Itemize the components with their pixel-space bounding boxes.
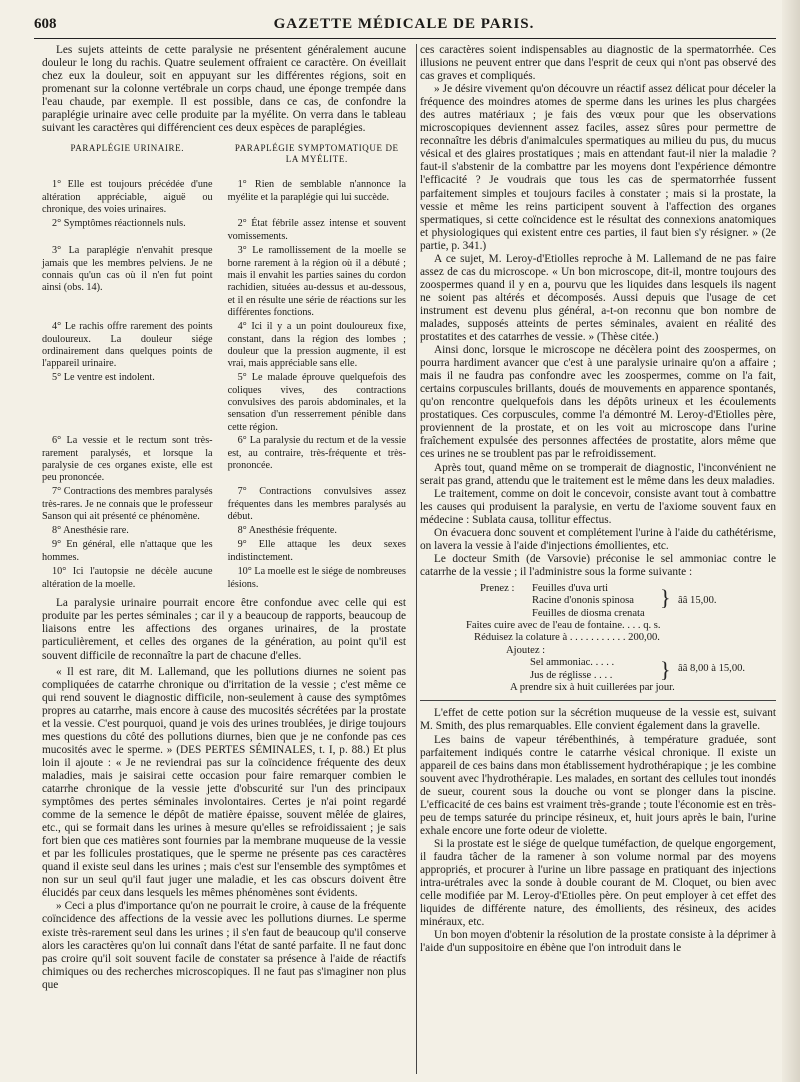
table-cell-urinary: 3° La paraplégie n'envahit presque jamais que les membres pelviens. Je ne connais qu'un cas où il n'en fut point ainsi (obs. 14). bbox=[42, 245, 213, 294]
table-cell-urinary: 4° Le rachis offre rarement des points douloureux. La douleur siége ordinairement dans quelques points de l'appareil urinaire. bbox=[42, 321, 213, 370]
myelitis-rows bbox=[228, 179, 406, 593]
table-cell-urinary: 7° Contractions des membres paralysés très-rares. Je ne connais que le professeur Sanson qui ait présenté ce phénomène. bbox=[42, 486, 213, 522]
table-header-urinary: PARAPLÉGIE URINAIRE. bbox=[70, 143, 185, 154]
table-cell-myelitis: 2° État fébrile assez intense et souvent vomissements. bbox=[227, 218, 406, 242]
table-cell-urinary: 5° Le ventre est indolent. bbox=[52, 372, 155, 384]
formula-line: A prendre six à huit cuillerées par jour. bbox=[510, 682, 675, 694]
paragraph: » Je désire vivement qu'on découvre un réactif assez délicat pour déceler la fréquence des moindres atomes de sperme dans les urines les plus chargées des autres matériaux ; je fais des vœux pour que les observations microscopiques deviennent assez faciles, assez sûres pour permettre de reconnaître les débris d'animalcules spermatiques au milieu du pus, du mucus vésical et des glaires prostatiques ; mais en attendant faut-il nier la maladie ? faut-il s'abstenir de la combattre par les moyens dont l'expérience démontre l'efficacité ? Je voudrais que tous les cas de spermatorrhée fussent parfaitement simples et toujours faciles à constater ; mais si la prostate, la vessie et même les reins participent souvent à l'affection des organes spermatiques, si cette coïncidence est le résultat des connexions anatomiques et physiologiques qui existent entre ces parties, il faut bien s'y résigner. » (2e partie, p. 341.) bbox=[420, 83, 776, 252]
formula-ingredient: Racine d'ononis spinosa bbox=[532, 595, 634, 607]
table-header-myelitis: PARAPLÉGIE SYMPTOMATIQUE DE LA MYÉLITE. bbox=[234, 143, 399, 165]
paragraph: Un bon moyen d'obtenir la résolution de la prostate consiste à la déprimer à l'aide d'un suppositoire en ébène que l'on introduit dans le bbox=[420, 929, 776, 955]
comparison-table bbox=[42, 143, 406, 593]
formula-line: Faites cuire avec de l'eau de fontaine. . . . q. s. bbox=[466, 620, 661, 632]
table-cell-myelitis: 8° Anesthésie fréquente. bbox=[237, 525, 337, 537]
table-cell-urinary: 2° Symptômes réactionnels nuls. bbox=[52, 218, 186, 230]
table-cell-urinary: 6° La vessie et le rectum sont très-rarement paralysés, et lorsque la paralysie de ces organes existe, elle est peu prononcée. bbox=[42, 435, 213, 484]
paragraph: » Ceci a plus d'importance qu'on ne pourrait le croire, à cause de la fréquente coïncidence des affections de la vessie avec les pollutions diurnes. Le sperme existe très-rarement seul dans les urines ; il s'en faut de beaucoup qu'il conserve alors les caractères qu'on lui connaît dans l'état de santé parfaite. Il ne faut donc pas croire qu'il soit souvent facile de constater sa présence à l'aide de réactifs chimiques ou des recherches microscopiques. Il ne faut pas s'imaginer non plus que bbox=[42, 900, 406, 991]
formula-quantity: ââ 8,00 à 15,00. bbox=[678, 663, 746, 675]
table-cell-myelitis: 6° La paralysie du rectum et de la vessie est, au contraire, très-fréquente et très-prononcée. bbox=[227, 435, 406, 471]
paragraph: La paralysie urinaire pourrait encore être confondue avec celle qui est produite par les pertes séminales ; car il y a beaucoup de rapports, beaucoup de liaisons entre les affections des organes urinaires, de la prostate particulièrement, et celles des organes de la génération, au point qu'il est souvent difficile de reconnaître la part de chacune d'elles. bbox=[42, 597, 406, 662]
page-gutter bbox=[782, 0, 800, 1082]
table-cell-myelitis: 1° Rien de semblable n'annonce la myélite et la paraplégie qui lui succède. bbox=[227, 179, 406, 203]
formula-ingredient: Jus de réglisse . . . . bbox=[530, 669, 613, 681]
table-cell-myelitis: 10° La moelle est le siége de nombreuses lésions. bbox=[227, 566, 406, 590]
formula-brace: } bbox=[660, 585, 671, 611]
paragraph: ces caractères soient indispensables au diagnostic de la spermatorrhée. Ces illusions ne peuvent entrer que dans l'esprit de ceux qui n'ont pas observé des cas graves et compliqués. bbox=[420, 44, 776, 83]
table-cell-myelitis: 5° Le malade éprouve quelquefois des coliques vives, des contractions convulsives des parois abdominales, et la sensation d'un resserrement pénible dans cette région. bbox=[227, 372, 406, 433]
paragraph: On évacuera donc souvent et complétement l'urine à l'aide du cathétérisme, on lavera la vessie à l'aide d'injections émollientes, etc. bbox=[420, 526, 776, 552]
left-column bbox=[42, 44, 406, 992]
table-cell-urinary: 1° Elle est toujours précédée d'une altération appréciable, aiguë ou chronique, des voies urinaires. bbox=[42, 179, 213, 215]
paragraph: L'effet de cette potion sur la sécrétion muqueuse de la vessie est, suivant M. Smith, des plus remarquables. Elle convient également dans la gravelle. bbox=[420, 707, 776, 733]
header-rule bbox=[34, 38, 776, 39]
page-number: 608 bbox=[34, 16, 57, 32]
paragraph: Après tout, quand même on se tromperait de diagnostic, l'inconvénient ne serait pas grand, attendu que le traitement est le même dans les deux maladies. bbox=[420, 461, 776, 487]
formula-prenez: Prenez : bbox=[480, 582, 515, 594]
right-column bbox=[420, 44, 776, 955]
paragraph: « Il est rare, dit M. Lallemand, que les pollutions diurnes ne soient pas compliquées de catarrhe chronique ou d'irritation de la vessie ; c'est même ce qui rend souvent le diagnostic difficile, non-seulement à cause des symptômes propres au catarrhe, mais encore à cause des mucosités sécrétées par la prostate et la vessie. C'est pourquoi, quand je vois des urines troublées, je dirige toujours mes questions du côté des pollutions diurnes, bien que je ne confonde pas ces mucosités avec le sperme. » (DES PERTES SÉMINALES, t. I, p. 88.) Et plus loin il ajoute : « Je ne reviendrai pas sur la coïncidence fréquente des deux maladies, mais je saisirai cette occasion pour faire remarquer combien le catarrhe chronique de la vessie jette d'obscurité sur l'un des principaux symptômes des pertes séminales involontaires. Certes je n'ai point regardé comme de la semence le dépôt de matière épaisse, souvent mêlée de glaires, etc., qui se formait dans les urines à mesure qu'elles se refroidissaient ; je sais fort bien que ces matières sont fournies par la membrane muqueuse de la vessie et par les follicules prostatiques, que le sperme ne présente pas ces caractères quand il existe seul dans les urines ; mais c'est sur l'ensemble des symptômes et non sur un seul qu'il faut juger une maladie, et les cas obscurs doivent être élucidés par ceux dans lesquels les mêmes phénomènes sont évidents. bbox=[42, 665, 406, 900]
formula-rule bbox=[420, 700, 776, 701]
paragraph: Les bains de vapeur térébenthinés, à température graduée, sont parfaitement indiqués contre le catarrhe vésical chronique. Il existe un appareil de ces bains dans mon établissement hydrothérapique ; je les combine souvent avec l'hydrothérapie. Les malades, en sortant des cellules tout inondés de sueur, courent sous la douche ou vont se plonger dans la piscine. L'efficacité de ces bains est vraiment très-grande ; toute l'économie est en très-peu de temps saturée du principe résineux, et, huit jours après le bain, l'urine exhale encore une forte odeur de violette. bbox=[420, 733, 776, 837]
table-cell-urinary: 8° Anesthésie rare. bbox=[52, 525, 129, 537]
formula-quantity: ââ 15,00. bbox=[678, 595, 717, 607]
paragraph: Ainsi donc, lorsque le microscope ne décèlera point des zoospermes, on pourra hardiment avancer que c'est à une paralysie urinaire qu'on a affaire ; mais il ne faudra pas confondre avec les zoospermes, comme on l'a fait, certains corpuscules brillants, doués de mouvements en apparence spontanés, qu'on rencontre quelquefois dans les dépôts urineux et les écoulements prostatiques. Ces corpuscules, comme l'a démontré M. Leroy-d'Etiolles père, proviennent de la prostate, et on les voit au microscope dans l'urine fraîchement expulsée des personnes affectées de prostatite, alors même que ces urines ne se troublent pas par le refroidissement. bbox=[420, 344, 776, 461]
table-cell-myelitis: 3° Le ramollissement de la moelle se borne rarement à la région où il a débuté ; mais il envahit les parties saines du cordon rachidien, situées au-dessus et au-dessous, et il en résulte une série de réactions sur les différentes fonctions. bbox=[227, 245, 406, 318]
paragraph: Le traitement, comme on doit le concevoir, consiste avant tout à combattre les causes qui produisent la paralysie, en vertu de l'axiome souvent faux en médecine : Sublata causa, tollitur effectus. bbox=[420, 487, 776, 526]
paragraph: A ce sujet, M. Leroy-d'Etiolles reproche à M. Lallemand de ne pas faire assez de cas du microscope. « Un bon microscope, dit-il, montre toujours des zoospermes quand il y en a, pourvu que les liquides dans lesquels ils nagent ne soient pas altérés et décomposés. Aussi depuis que l'usage de cet instrument est devenu plus général, a-t-on reconnu que bon nombre de malades, supposés atteints de pertes séminales, avaient en réalité des prostatites et des catarrhes de vessie. » (Thèse citée.) bbox=[420, 252, 776, 344]
myelitis-paraplegia-column bbox=[220, 143, 406, 593]
table-cell-urinary: 9° En général, elle n'attaque que les hommes. bbox=[42, 539, 213, 563]
page-header bbox=[26, 14, 782, 36]
formula-ingredient: Feuilles d'uva urti bbox=[532, 582, 609, 594]
paragraph: Si la prostate est le siége de quelque tuméfaction, de quelque engorgement, il faudra tâcher de la ramener à son volume normal par des moyens appropriés, et procurer à l'urine un libre passage en pratiquant des injections intra-urétrales avec la sonde à double courant de M. Cloquet, ou bien avec celle modifiée par M. Leroy-d'Etiolles père. On peut employer à cet effet des liquides de différente nature, des émollients, des résineux, des acides minéraux, etc. bbox=[420, 837, 776, 929]
column-divider bbox=[416, 44, 417, 1074]
prescription-formula bbox=[420, 583, 776, 695]
paragraph: Les sujets atteints de cette paralysie ne présentent généralement aucune douleur le long du rachis. Quatre seulement offraient ce caractère. On éveillait chez eux la douleur, soit en appuyant sur les différentes régions, soit en promenant sur la colonne vertébrale un corps chaud, une éponge trempée dans l'eau chaude, par exemple. Il est possible, dans ce cas, de confondre la paraplégie urinaire avec celle produite par la myélite. On verra dans le tableau suivant les caractères qui différencient ces deux espèces de paraplégies. bbox=[42, 44, 406, 135]
urinary-rows bbox=[42, 179, 213, 593]
formula-ingredient: Feuilles de diosma crenata bbox=[532, 607, 645, 619]
journal-title: GAZETTE MÉDICALE DE PARIS. bbox=[273, 16, 535, 32]
formula-line: Réduisez la colature à . . . . . . . . . . . 200,00. bbox=[474, 632, 660, 644]
table-cell-myelitis: 7° Contractions convulsives assez fréquentes dans les membres paralysés au début. bbox=[227, 486, 406, 522]
table-cell-myelitis: 9° Elle attaque les deux sexes indistinctement. bbox=[227, 539, 406, 563]
paragraph: Le docteur Smith (de Varsovie) préconise le sel ammoniac contre le catarrhe de la vessie ; il l'administre sous la forme suivante : bbox=[420, 552, 776, 578]
formula-ajoutez: Ajoutez : bbox=[506, 644, 546, 656]
table-cell-myelitis: 4° Ici il y a un point douloureux fixe, constant, dans la région des lombes ; douleur que la pression augmente, il est vrai, mais appréciable sans elle. bbox=[227, 321, 406, 370]
urinary-paraplegia-column bbox=[42, 143, 220, 593]
table-cell-urinary: 10° Ici l'autopsie ne décèle aucune altération de la moelle. bbox=[42, 566, 213, 590]
formula-ingredient: Sel ammoniac. . . . . bbox=[530, 657, 615, 669]
formula-brace: } bbox=[660, 657, 671, 683]
